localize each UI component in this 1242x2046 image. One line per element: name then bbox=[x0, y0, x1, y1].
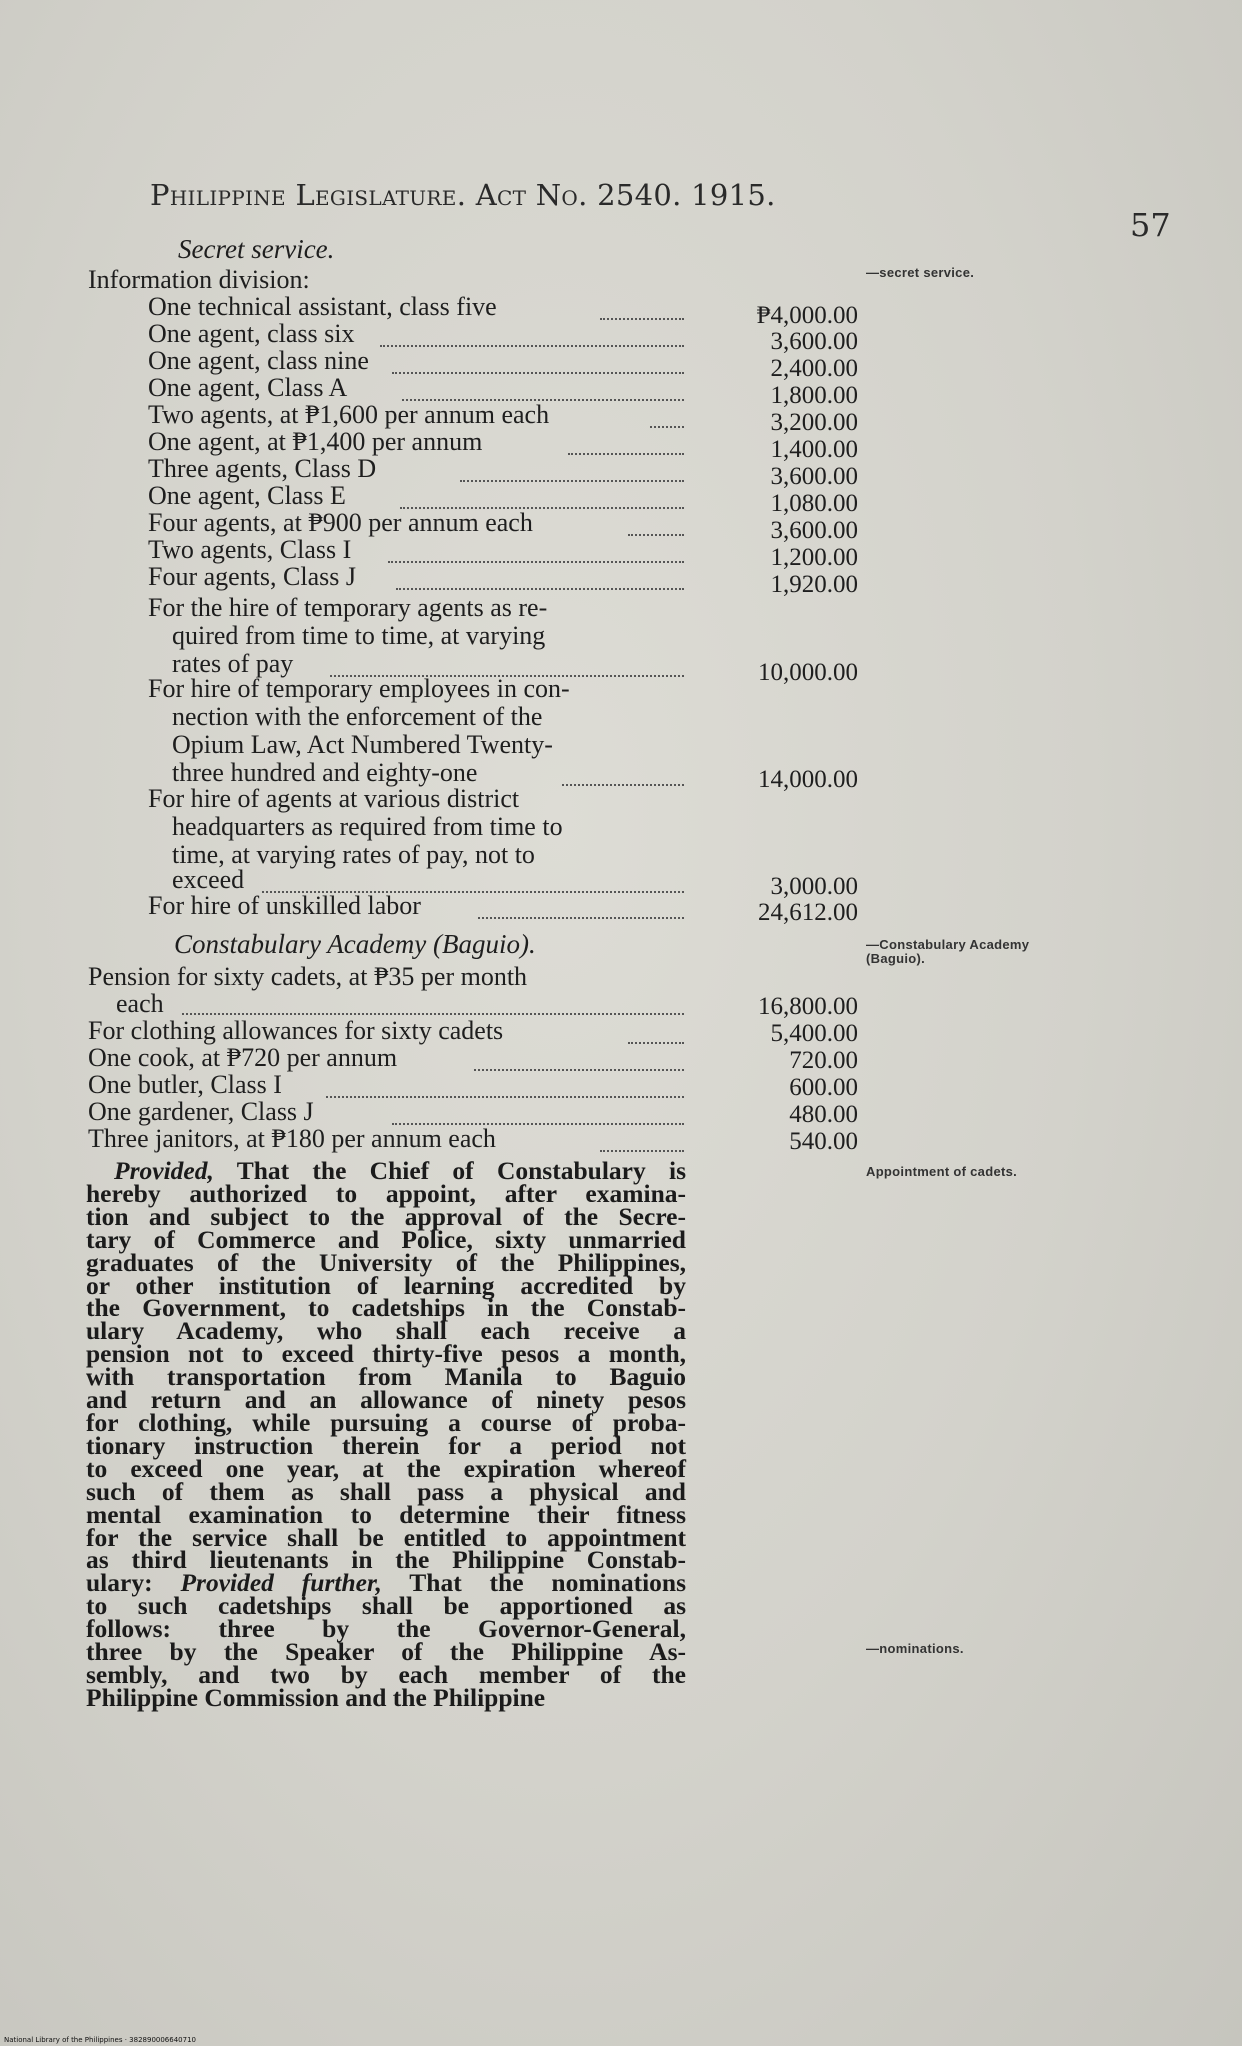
provided-word: Provided, bbox=[114, 1156, 214, 1185]
item-label: One butler, Class I bbox=[88, 1070, 282, 1099]
dot-leader bbox=[388, 561, 684, 563]
paragraph-line: Philippine Commission and the Philippine bbox=[86, 1682, 546, 1712]
dot-leader bbox=[478, 917, 684, 919]
item-amount: 16,800.00 bbox=[758, 993, 858, 1020]
dot-leader bbox=[182, 1013, 684, 1015]
item-label-continued: time, at varying rates of pay, not to bbox=[172, 840, 535, 869]
item-label-continued: Opium Law, Act Numbered Twenty- bbox=[172, 730, 553, 759]
item-label: Two agents, Class I bbox=[148, 535, 352, 564]
item-label: Three janitors, at ₱180 per annum each bbox=[88, 1124, 496, 1153]
paragraph-line: sembly, and two by each member of the bbox=[86, 1659, 686, 1689]
dot-leader bbox=[568, 453, 684, 455]
paragraph-line: with transportation from Manila to Baguio bbox=[86, 1362, 686, 1392]
dot-leader bbox=[628, 534, 684, 536]
paragraph-line: ulary Academy, who shall each receive a bbox=[86, 1316, 686, 1346]
paragraph-line: tion and subject to the approval of the Secre- bbox=[86, 1201, 686, 1231]
paragraph-line: hereby authorized to appoint, after examina- bbox=[86, 1178, 686, 1208]
paragraph-line: tionary instruction therein for a period not bbox=[86, 1430, 686, 1460]
item-amount: 1,200.00 bbox=[770, 544, 858, 571]
item-amount: ₱4,000.00 bbox=[756, 302, 858, 329]
item-label: Four agents, Class J bbox=[148, 562, 356, 591]
item-amount: 5,400.00 bbox=[770, 1020, 858, 1047]
item-label: Three agents, Class D bbox=[148, 454, 377, 483]
item-label: For the hire of temporary agents as re- bbox=[148, 593, 548, 622]
paragraph-line: follows: three by the Governor-General, bbox=[86, 1614, 686, 1644]
item-amount: 1,080.00 bbox=[770, 490, 858, 517]
item-label: One cook, at ₱720 per annum bbox=[88, 1043, 398, 1072]
dot-leader bbox=[380, 345, 684, 347]
item-amount: 10,000.00 bbox=[758, 659, 858, 686]
dot-leader bbox=[650, 426, 684, 428]
item-label: For hire of unskilled labor bbox=[148, 891, 421, 920]
item-label: One agent, class nine bbox=[148, 346, 369, 375]
item-amount: 3,000.00 bbox=[770, 873, 858, 900]
item-amount: 540.00 bbox=[789, 1128, 858, 1155]
margin-note-constabulary-academy: —Constabulary Academy (Baguio). bbox=[866, 937, 1030, 966]
item-label: Four agents, at ₱900 per annum each bbox=[148, 508, 533, 537]
section-heading-secret-service: Secret service. bbox=[178, 234, 335, 264]
item-label: For clothing allowances for sixty cadets bbox=[88, 1016, 504, 1045]
margin-note-appointment: Appointment of cadets. bbox=[866, 1164, 1018, 1179]
dot-leader bbox=[474, 1069, 684, 1071]
dot-leader bbox=[396, 588, 684, 590]
section-heading-constabulary-academy: Constabulary Academy (Baguio). bbox=[174, 929, 536, 959]
paragraph-line: tary of Commerce and Police, sixty unmarried bbox=[86, 1224, 686, 1254]
paragraph-line-rest: That the Chief of Constabulary is bbox=[236, 1156, 686, 1185]
item-amount: 3,600.00 bbox=[770, 517, 858, 544]
item-amount: 1,400.00 bbox=[770, 436, 858, 463]
paragraph-line: for the service shall be entitled to appointment bbox=[86, 1522, 686, 1552]
item-label-continued: headquarters as required from time to bbox=[172, 812, 563, 841]
paragraph-line: to such cadetships shall be apportioned as bbox=[86, 1591, 686, 1621]
item-label-continued: rates of pay bbox=[172, 649, 294, 678]
paragraph-line: as third lieutenants in the Philippine Constab- bbox=[86, 1545, 686, 1575]
margin-note-secret-service: —secret service. bbox=[866, 265, 975, 280]
item-amount: 14,000.00 bbox=[758, 766, 858, 793]
paragraph-line: to exceed one year, at the expiration whereof bbox=[86, 1453, 686, 1483]
item-label: One gardener, Class J bbox=[88, 1097, 314, 1126]
paragraph-line: the Government, to cadetships in the Constab- bbox=[86, 1293, 686, 1323]
item-label: One technical assistant, class five bbox=[148, 292, 497, 321]
page-number: 57 bbox=[1130, 206, 1171, 244]
item-amount: 3,600.00 bbox=[770, 463, 858, 490]
dot-leader bbox=[326, 1096, 684, 1098]
item-label: For hire of temporary employees in con- bbox=[148, 674, 570, 703]
paragraph-line: pension not to exceed thirty-five pesos a month, bbox=[86, 1339, 686, 1369]
item-amount: 1,920.00 bbox=[770, 571, 858, 598]
item-label-continued: three hundred and eighty-one bbox=[172, 758, 478, 787]
item-amount: 720.00 bbox=[789, 1047, 858, 1074]
item-label-continued: nection with the enforcement of the bbox=[172, 702, 543, 731]
margin-note-nominations: —nominations. bbox=[866, 1641, 964, 1656]
dot-leader bbox=[600, 1150, 684, 1152]
item-label: One agent, class six bbox=[148, 319, 355, 348]
item-amount: 3,200.00 bbox=[770, 409, 858, 436]
paragraph-line-start: ulary: bbox=[86, 1568, 153, 1598]
item-label: One agent, Class E bbox=[148, 481, 346, 510]
proviso-paragraph bbox=[86, 1156, 687, 1712]
item-label: Pension for sixty cadets, at ₱35 per month bbox=[88, 962, 528, 991]
item-label: One agent, Class A bbox=[148, 373, 348, 402]
item-label: One agent, at ₱1,400 per annum bbox=[148, 427, 483, 456]
item-label: For hire of agents at various district bbox=[148, 784, 520, 813]
dot-leader bbox=[392, 372, 684, 374]
section-heading-information-division: Information division: bbox=[88, 265, 310, 294]
paragraph-line: mental examination to determine their fitness bbox=[86, 1499, 686, 1529]
item-label-continued: exceed bbox=[172, 865, 245, 894]
dot-leader bbox=[562, 784, 684, 786]
item-amount: 600.00 bbox=[789, 1074, 858, 1101]
paragraph-line: and return and an allowance of ninety pesos bbox=[86, 1385, 686, 1415]
paragraph-line-rest: That the nominations bbox=[409, 1568, 687, 1598]
item-amount: 3,600.00 bbox=[770, 328, 858, 355]
paragraph-line: graduates of the University of the Philippines, bbox=[86, 1247, 686, 1277]
paragraph-line: three by the Speaker of the Philippine As- bbox=[86, 1637, 686, 1667]
paragraph-line: such of them as shall pass a physical and bbox=[86, 1476, 686, 1506]
paragraph-line: for clothing, while pursuing a course of proba- bbox=[86, 1407, 686, 1437]
dot-leader bbox=[460, 480, 684, 482]
dot-leader bbox=[600, 318, 684, 320]
item-label: Two agents, at ₱1,600 per annum each bbox=[148, 400, 550, 429]
scan-credit: National Library of the Philippines · 382890006640710 bbox=[4, 2036, 196, 2044]
item-label-continued: quired from time to time, at varying bbox=[172, 621, 546, 650]
paragraph-line: or other institution of learning accredited by bbox=[86, 1270, 686, 1300]
dot-leader bbox=[628, 1042, 684, 1044]
item-amount: 480.00 bbox=[789, 1101, 858, 1128]
item-label-continued: each bbox=[116, 989, 164, 1018]
item-amount: 24,612.00 bbox=[758, 899, 858, 926]
item-amount: 1,800.00 bbox=[770, 382, 858, 409]
provided-further-words: Provided further, bbox=[180, 1568, 382, 1598]
running-header: Philippine Legislature. Act No. 2540. 1915. bbox=[150, 178, 776, 212]
item-amount: 2,400.00 bbox=[770, 355, 858, 382]
